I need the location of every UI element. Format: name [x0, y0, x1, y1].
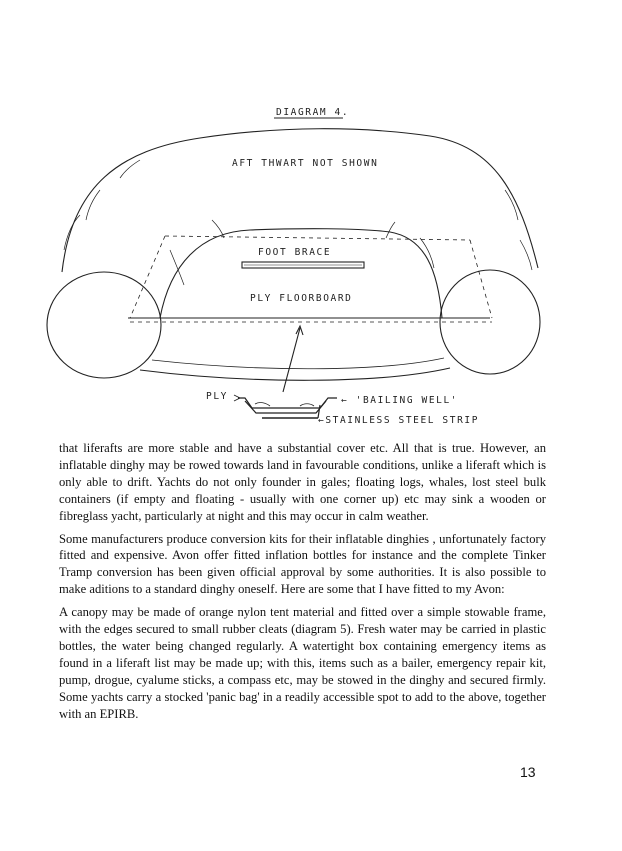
bailing-well-label: ← 'BAILING WELL' [341, 395, 459, 406]
foot-brace-label: FOOT BRACE [258, 247, 332, 258]
ply-floorboard-label: PLY FLOORBOARD [250, 293, 353, 304]
paragraph: A canopy may be made of orange nylon tent material and fitted over a simple stowable frame, with the edges secured to small rubber cleats (diagram 5). Fresh water may be carried in plastic bottles, the water being changed regularly. A watertight box containing emergency items as found in a liferaft list may be made up; with this, items such as a bailer, emergency repair kit, pump, drogue, cyalume sticks, a compass etc, may be stowed in the dinghy and secured firmly. Some yachts carry a stocked 'panic bag' in a readily accessible spot to add to the above, together with an EPIRB. [59, 605, 546, 721]
left-tube-section [47, 272, 161, 378]
body-text [59, 440, 546, 729]
aft-thwart-label: AFT THWART NOT SHOWN [232, 158, 379, 169]
diagram-title: DIAGRAM 4. [276, 107, 350, 118]
ply-label: PLY [206, 391, 228, 402]
paragraph: that liferafts are more stable and have a substantial cover etc. All that is true. However, an inflatable dinghy may be rowed towards land in favourable conditions, unlike a liferaft which is only able to drift. Yachts do not only founder in gales; floating logs, whales, lost steel bulk containers (if empty and floating - usually with one corner up) etc may sink a wooden or fibreglass yacht, particularly at night and this may occur in calm weather. [59, 441, 546, 523]
page-number: 13 [520, 764, 536, 780]
paragraph: Some manufacturers produce conversion kits for their inflatable dinghies , unfortunately factory fitted and expensive. Avon offer fitted inflation bottles for instance and the complete Tinker Tramp conversion has been given official approval by some authorities. It is also possible to make aditions to a standard dinghy oneself. Here are some that I have fitted to my Avon: [59, 531, 546, 597]
inner-arch [160, 229, 442, 318]
stainless-strip-label: ←STAINLESS STEEL STRIP [318, 415, 480, 426]
